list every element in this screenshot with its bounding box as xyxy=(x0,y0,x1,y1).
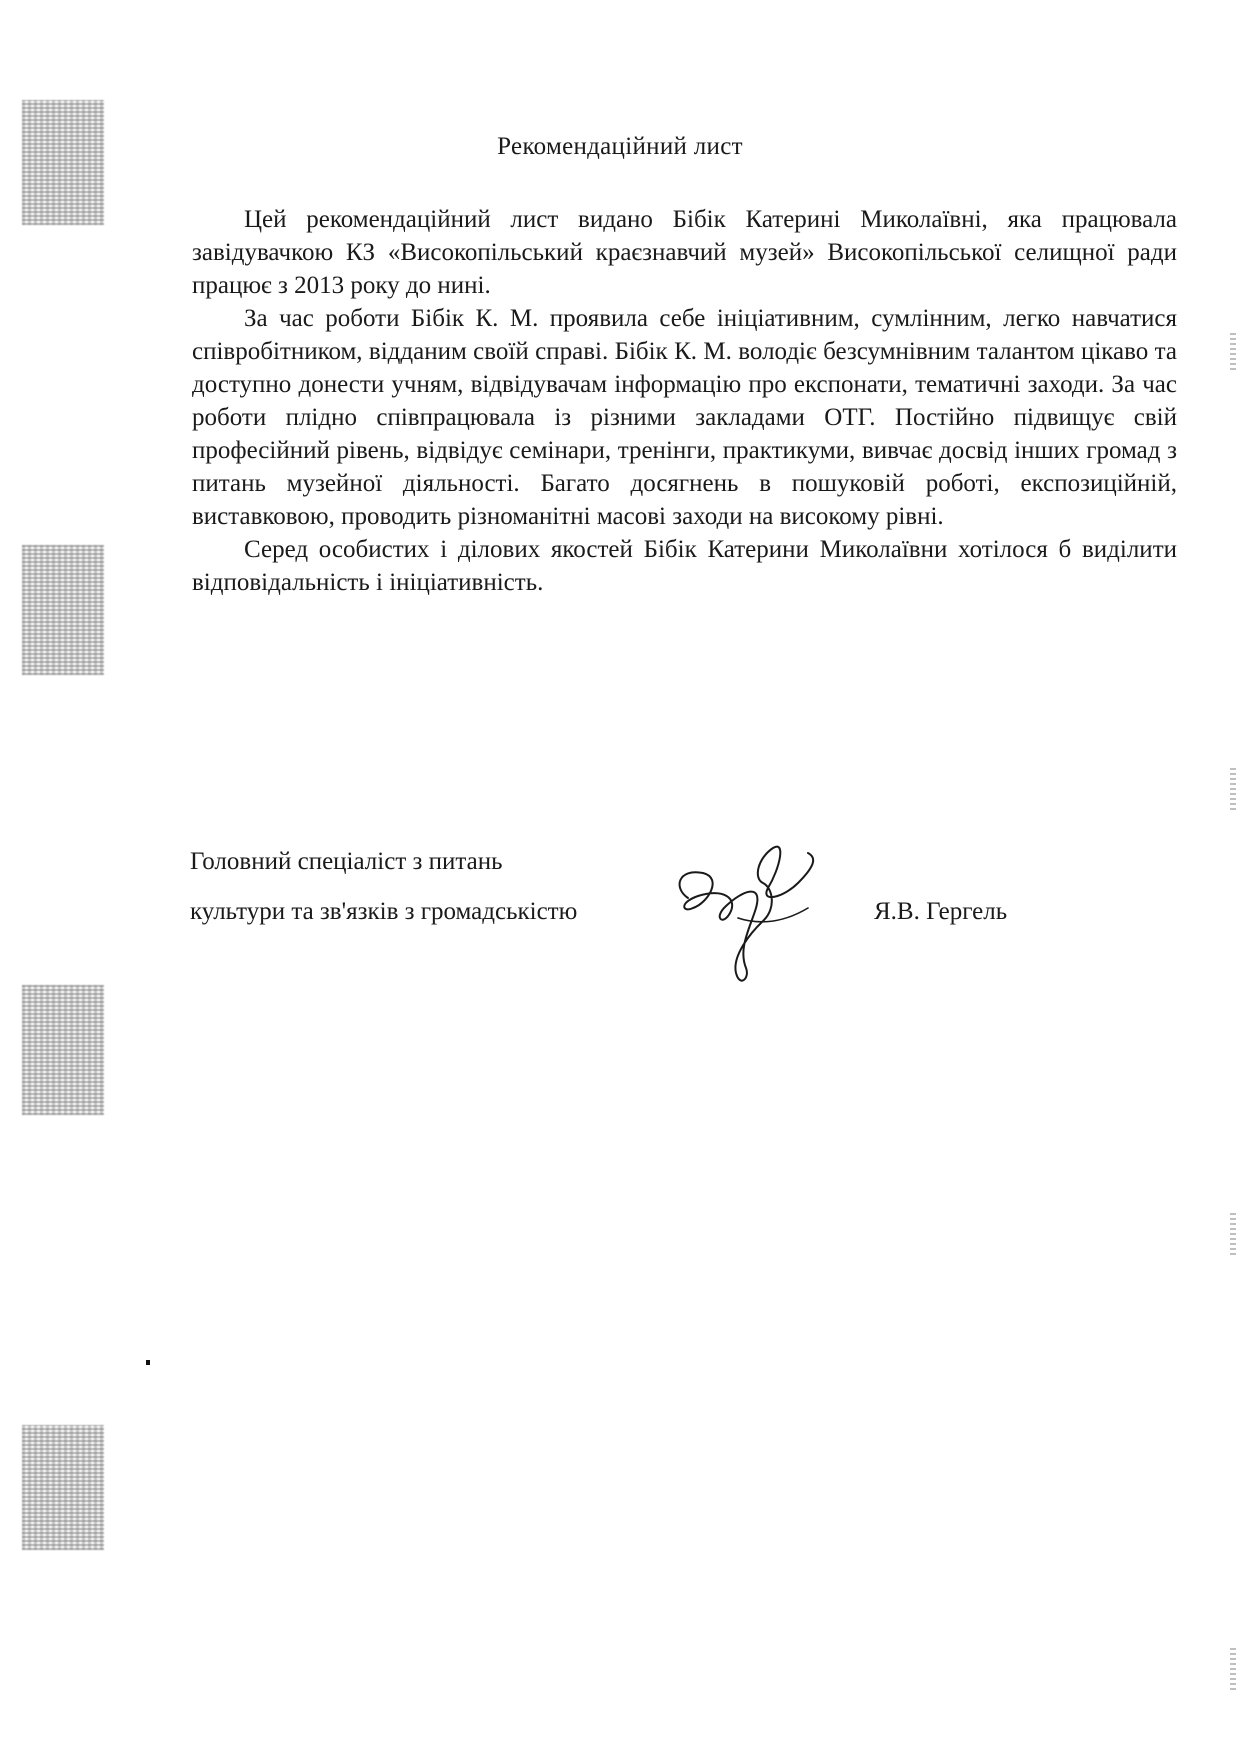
document-title: Рекомендаційний лист xyxy=(497,133,743,160)
document-body xyxy=(192,203,1177,599)
scan-artifact xyxy=(22,985,104,1115)
scan-artifact xyxy=(22,100,104,225)
paragraph-2: За час роботи Бібік К. М. проявила себе ініціативним, сумлінним, легко навчатися співробітником, відданим своїй справі. Бібік К. М. володіє безсумнівним талантом цікаво та доступно донести учням, відвідувачам інформацію про експонати, тематичні заходи. За час роботи плідно співпрацювала із різними закладами ОТГ. Постійно підвищує свій професійний рівень, відвідує семінари, тренінги, практикуми, вивчає досвід інших громад з питань музейної діяльності. Багато досягнень в пошуковій роботі, експозиційній, виставковою, проводить різноманітні масові заходи на високому рівні. xyxy=(192,305,1177,530)
signer-position-line-2: культури та зв'язків з громадськістю xyxy=(190,898,578,925)
handwritten-signature xyxy=(668,828,838,998)
scan-artifact xyxy=(1230,1645,1236,1690)
signer-name: Я.В. Гергель xyxy=(874,898,1008,925)
paragraph-1: Цей рекомендаційний лист видано Бібік Катерині Миколаївні, яка працювала завідувачкою КЗ «Високопільський краєзнавчий музей» Високопільської селищної ради працює з 2013 року до нині. xyxy=(192,206,1177,299)
scan-speck xyxy=(146,1360,150,1365)
paragraph-3: Серед особистих і ділових якостей Бібік Катерини Миколаївни хотілося б виділити відповідальність і ініціативність. xyxy=(192,536,1177,596)
signer-position-line-1: Головний спеціаліст з питань xyxy=(190,848,503,875)
scan-artifact xyxy=(22,1425,104,1550)
scan-artifact xyxy=(22,545,104,675)
scan-artifact xyxy=(1230,1210,1236,1255)
scan-artifact xyxy=(1230,765,1236,810)
scan-artifact xyxy=(1230,330,1236,370)
